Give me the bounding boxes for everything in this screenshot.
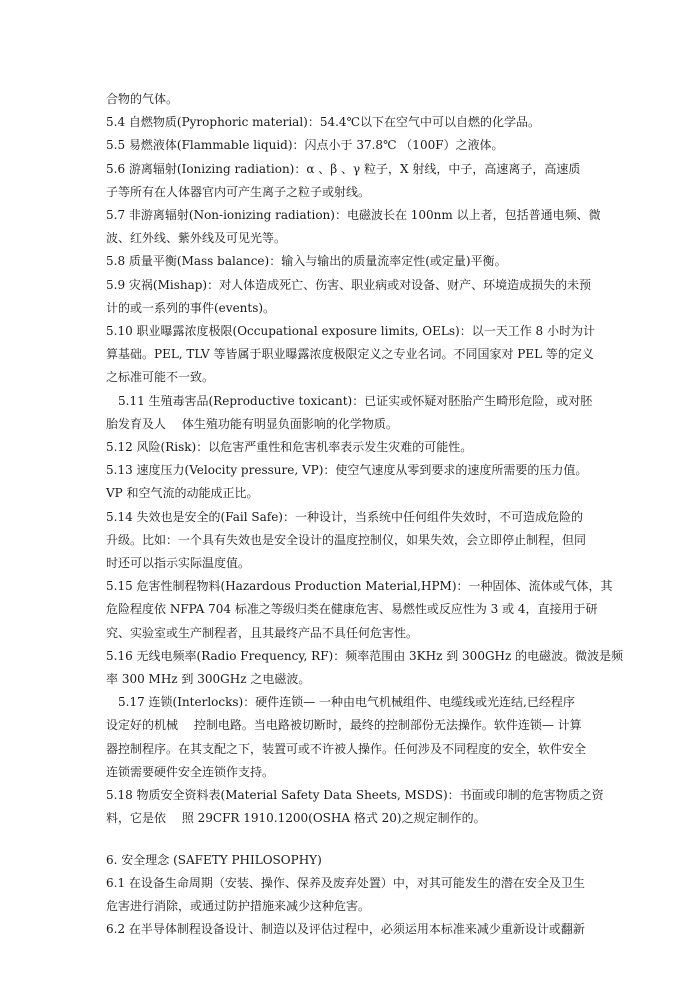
text-line: 5.6 游离辐射(Ionizing radiation)：α 、β 、γ 粒子，X 射线，中子，高速离子，高速质 [106, 161, 581, 176]
text-line: 5.11 生殖毒害品(Reproductive toxicant)：已证实或怀疑对胚胎产生畸形危险，或对胚 [118, 393, 593, 408]
text-line: 子等所有在人体器官内可产生离子之粒子或射线。 [106, 184, 371, 199]
text-line: 5.5 易燃液体(Flammable liquid)：闪点小于 37.8℃ （100F）之液体。 [106, 138, 504, 153]
text-line: 5.8 质量平衡(Mass balance)：输入与输出的质量流率定性(或定量)平衡。 [106, 254, 507, 269]
text-line: 设定好的机械 控制电路。当电路被切断时，最终的控制部份无法操作。软件连锁— 计算 [106, 718, 582, 733]
text-line: 器控制程序。在其支配之下，装置可或不许被人操作。任何涉及不同程度的安全，软件安全 [106, 741, 587, 756]
text-line: 5.18 物质安全资料表(Material Safety Data Sheets, MSDS)：书面或印制的危害物质之资 [106, 788, 604, 803]
document-body [106, 88, 624, 941]
text-line: 计的或一系列的事件(events)。 [106, 300, 276, 315]
text-line: 5.17 连锁(Interlocks)：硬件连锁— 一种由电气机械组件、电缆线或光连结,已经程序 [118, 695, 575, 710]
text-line: 5.13 速度压力(Velocity pressure, VP)：使空气速度从零到要求的速度所需要的压力值。 [106, 463, 588, 478]
text-line: 波、红外线、紫外线及可见光等。 [106, 231, 287, 246]
text-line: 连锁需要硬件安全连锁作支持。 [106, 764, 275, 779]
text-line: 率 300 MHz 到 300GHz 之电磁波。 [106, 672, 311, 687]
text-line: 5.16 无线电频率(Radio Frequency, RF)：频率范围由 3KHz 到 300GHz 的电磁波。微波是频 [106, 648, 624, 663]
text-line: 5.15 危害性制程物料(Hazardous Production Material,HPM)：一种固体、流体或气体，其 [106, 579, 613, 594]
section-gap [106, 831, 596, 849]
text-line: 究、实验室或生产制程者，且其最终产品不具任何危害性。 [106, 625, 419, 640]
text-line: 胎发育及人 体生殖功能有明显负面影响的化学物质。 [106, 416, 398, 431]
text-line: VP 和空气流的动能成正比。 [106, 486, 259, 501]
text-line: 升级。比如：一个具有失效也是安全设计的温度控制仪，如果失效，会立即停止制程，但同 [106, 532, 587, 547]
section-heading: 6. 安全理念 (SAFETY PHILOSOPHY) [106, 852, 322, 867]
text-line: 5.4 自燃物质(Pyrophoric material)：54.4℃以下在空气中可以自燃的化学品。 [106, 115, 540, 130]
text-line: 合物的气体。 [106, 92, 179, 106]
text-line: 5.10 职业曝露浓度极限(Occupational exposure limits, OELs)：以一天工作 8 小时为计 [106, 324, 595, 339]
text-line: 之标准可能不一致。 [106, 370, 215, 385]
text-line: 6.1 在设备生命周期（安装、操作、保养及废弃处置）中，对其可能发生的潜在安全及卫生 [106, 875, 585, 890]
text-line: 危险程度依 NFPA 704 标准之等级归类在健康危害、易燃性或反应性为 3 或 4，直接用于研 [106, 602, 598, 617]
text-line: 时还可以指示实际温度值。 [106, 556, 251, 571]
text-line: 5.14 失效也是安全的(Fail Safe)：一种设计，当系统中任何组件失效时，不可造成危险的 [106, 509, 583, 524]
text-line: 6.2 在半导体制程设备设计、制造以及评估过程中，必须运用本标准来减少重新设计或翻新 [106, 922, 585, 937]
text-line: 5.7 非游离辐射(Non-ionizing radiation)：电磁波长在 100nm 以上者，包括普通电频、微 [106, 208, 601, 223]
text-line: 危害进行消除，或通过防护措施来减少这种危害。 [106, 898, 371, 913]
text-line: 算基础。PEL, TLV 等皆属于职业曝露浓度极限定义之专业名词。不同国家对 PEL 等的定义 [106, 347, 594, 362]
text-line: 料，它是依 照 29CFR 1910.1200(OSHA 格式 20)之规定制作的。 [106, 811, 486, 826]
text-line: 5.12 风险(Risk)：以危害严重性和危害机率表示发生灾难的可能性。 [106, 440, 473, 455]
text-line: 5.9 灾祸(Mishap)：对人体造成死亡、伤害、职业病或对设备、财产、环境造成损失的未预 [106, 277, 592, 292]
